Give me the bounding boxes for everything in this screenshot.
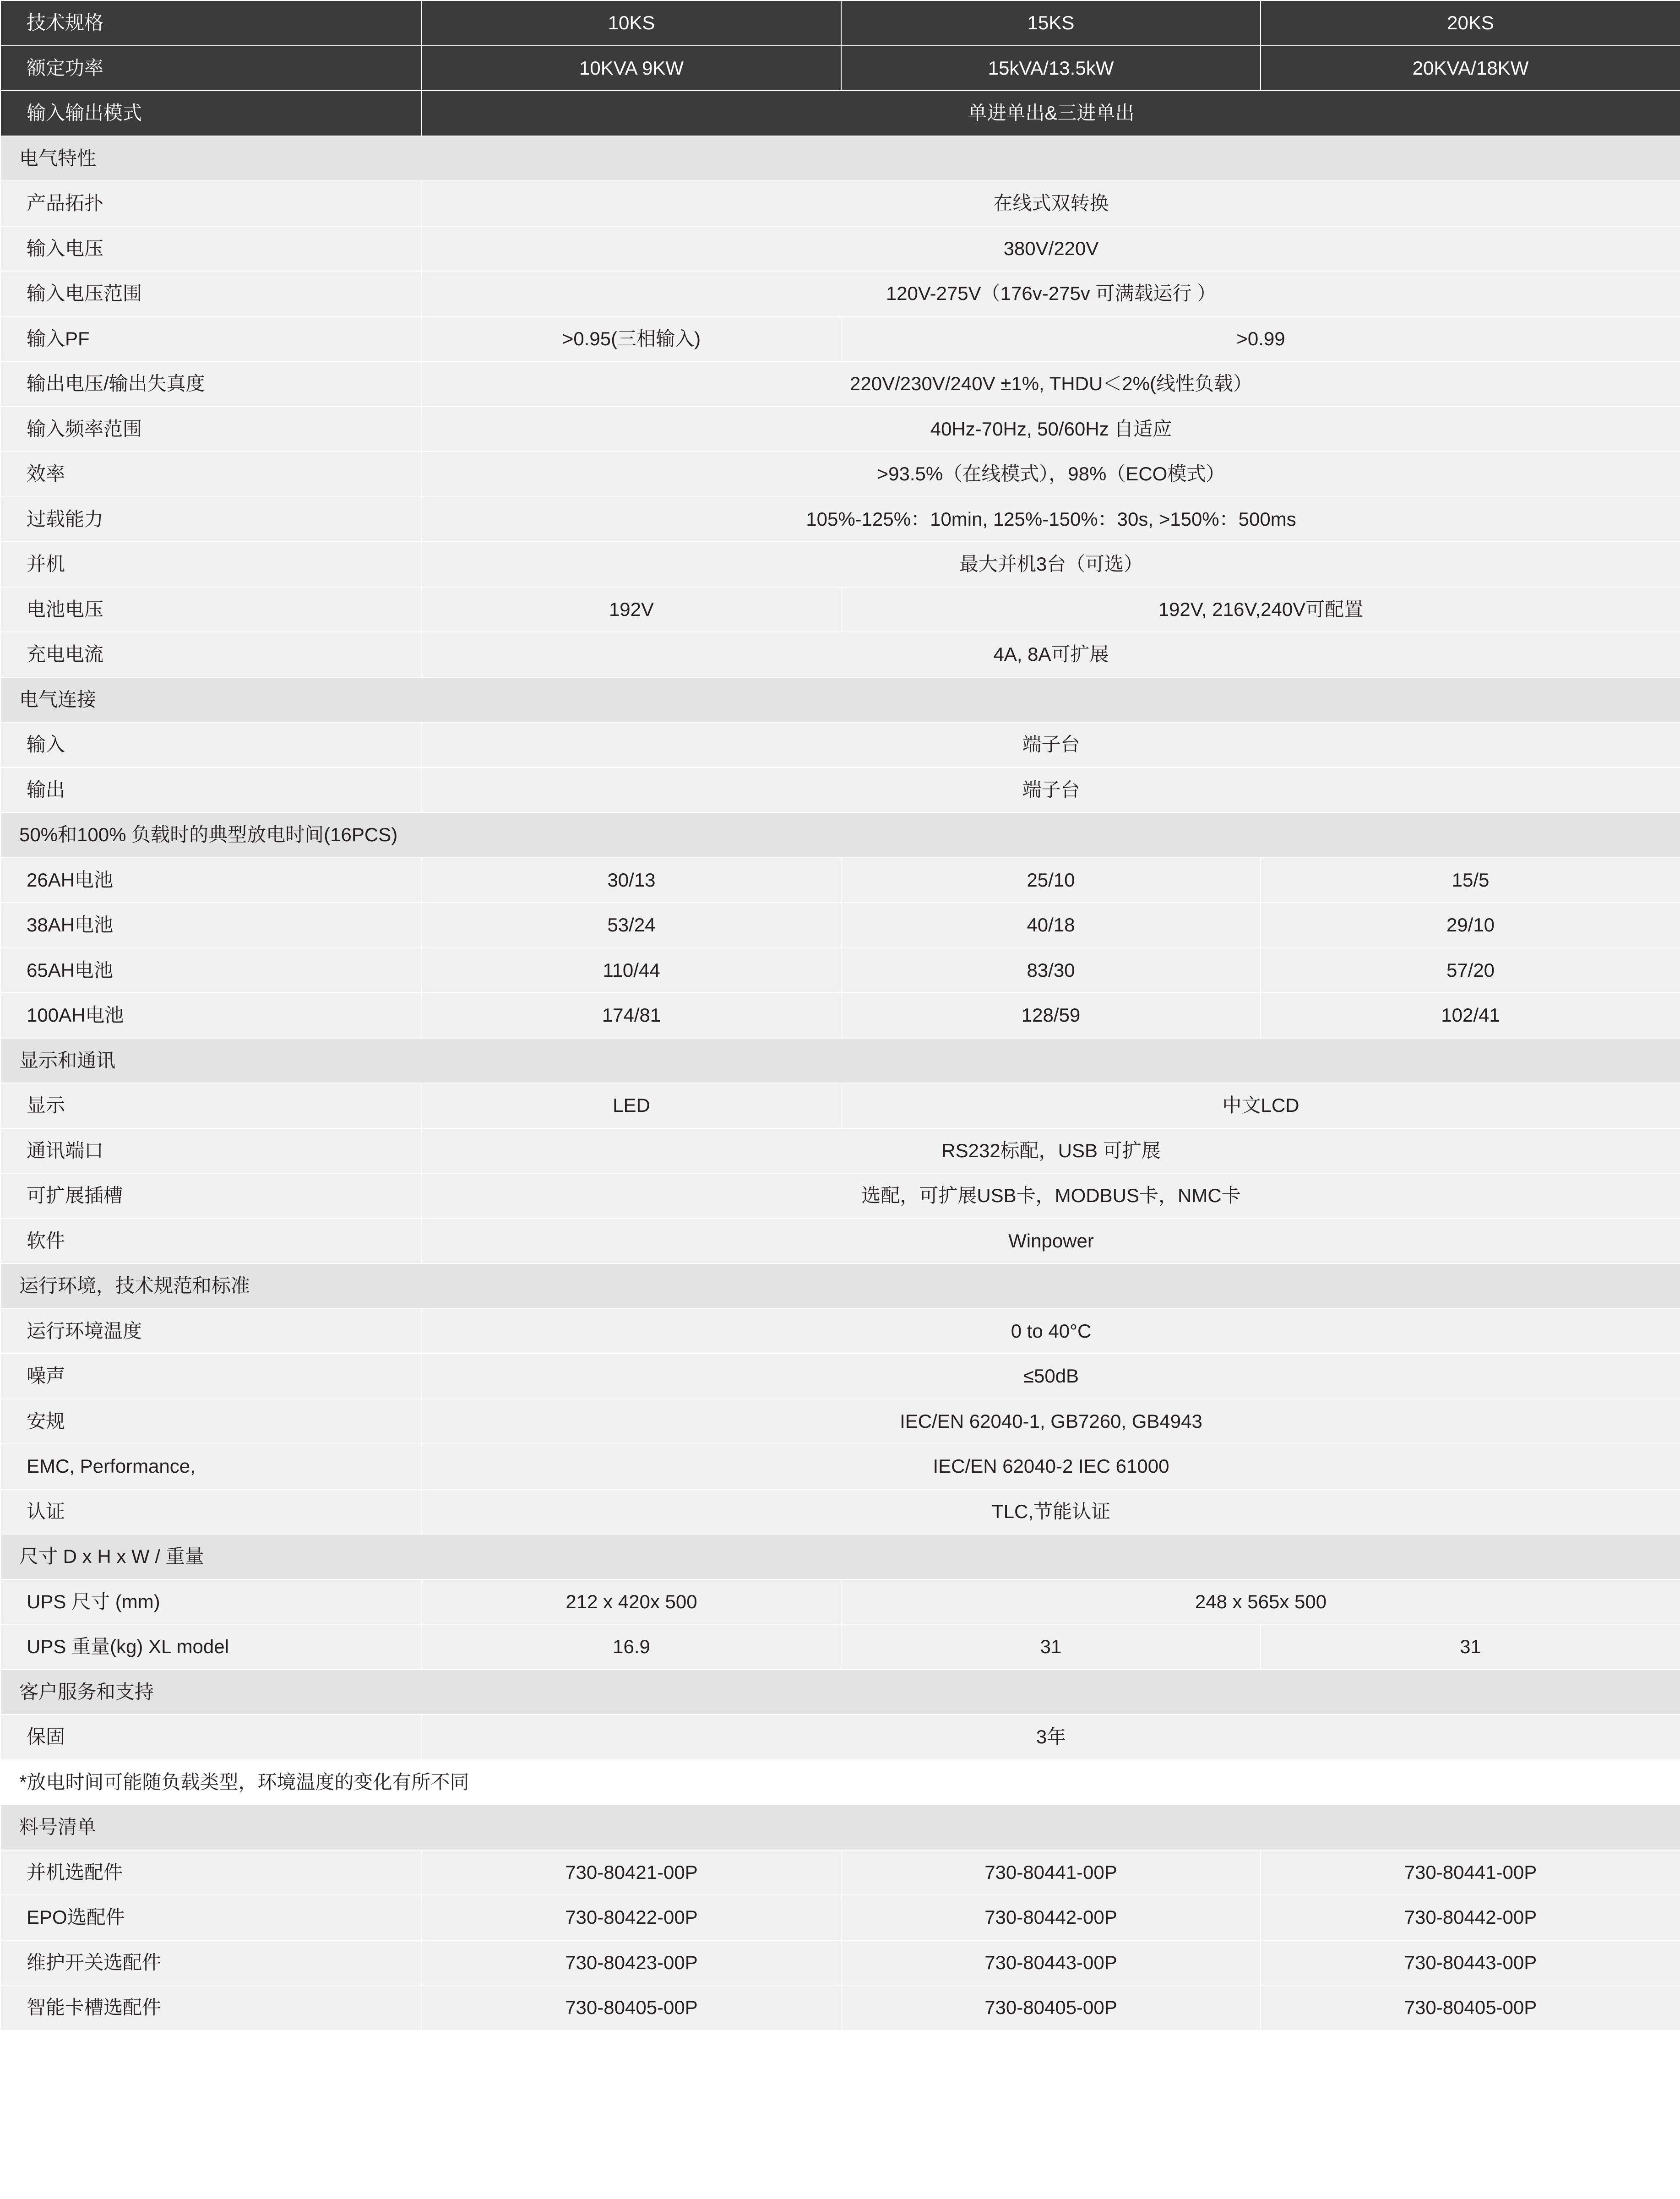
table-row xyxy=(0,542,1680,587)
row-label: 输入PF xyxy=(0,316,422,362)
section-heading: 尺寸 D x H x W / 重量 xyxy=(0,1534,1680,1579)
row-label: 输入电压 xyxy=(0,226,422,272)
row-value: 128/59 xyxy=(841,993,1261,1038)
row-value: 20KVA/18KW xyxy=(1261,46,1680,91)
row-value: 730-80405-00P xyxy=(1261,1985,1680,2030)
row-value: 3年 xyxy=(422,1715,1680,1760)
row-label: 额定功率 xyxy=(0,46,422,91)
table-row xyxy=(0,1173,1680,1219)
row-label: 26AH电池 xyxy=(0,858,422,903)
row-value: 730-80442-00P xyxy=(1261,1895,1680,1940)
row-label: 输入 xyxy=(0,722,422,767)
row-value: 29/10 xyxy=(1261,903,1680,948)
row-value: 730-80422-00P xyxy=(422,1895,841,1940)
section-heading: 电气连接 xyxy=(0,677,1680,723)
row-value: 0 to 40°C xyxy=(422,1309,1680,1354)
row-value: RS232标配，USB 可扩展 xyxy=(422,1128,1680,1174)
row-value: 单进单出&三进单出 xyxy=(422,91,1680,136)
table-row xyxy=(0,91,1680,136)
row-value: 40Hz-70Hz, 50/60Hz 自适应 xyxy=(422,407,1680,452)
row-value: 25/10 xyxy=(841,858,1261,903)
row-label: 效率 xyxy=(0,452,422,497)
row-label: 保固 xyxy=(0,1715,422,1760)
row-label: 并机 xyxy=(0,542,422,587)
row-label: 智能卡槽选配件 xyxy=(0,1985,422,2030)
row-value: >0.95(三相输入) xyxy=(422,316,841,362)
table-row xyxy=(0,722,1680,767)
row-label: EPO选配件 xyxy=(0,1895,422,1940)
table-row xyxy=(0,407,1680,452)
row-label: 并机选配件 xyxy=(0,1850,422,1895)
row-value: IEC/EN 62040-1, GB7260, GB4943 xyxy=(422,1399,1680,1444)
table-row xyxy=(0,587,1680,632)
table-row xyxy=(0,1219,1680,1264)
row-value: 220V/230V/240V ±1%, THDU＜2%(线性负载） xyxy=(422,361,1680,407)
table-row xyxy=(0,1985,1680,2030)
row-label: UPS 尺寸 (mm) xyxy=(0,1579,422,1625)
row-value: 102/41 xyxy=(1261,993,1680,1038)
table-row xyxy=(0,136,1680,181)
row-value: 730-80443-00P xyxy=(1261,1940,1680,1986)
row-value: 15KS xyxy=(841,0,1261,46)
row-label: 38AH电池 xyxy=(0,903,422,948)
row-value: 31 xyxy=(1261,1624,1680,1670)
table-row xyxy=(0,903,1680,948)
table-row xyxy=(0,226,1680,272)
table-row xyxy=(0,1579,1680,1625)
row-value: 选配，可扩展USB卡，MODBUS卡，NMC卡 xyxy=(422,1173,1680,1219)
row-value: 53/24 xyxy=(422,903,841,948)
table-row xyxy=(0,993,1680,1038)
row-label: 65AH电池 xyxy=(0,948,422,993)
row-value: 4A, 8A可扩展 xyxy=(422,632,1680,677)
row-value: 端子台 xyxy=(422,767,1680,813)
row-value: 192V xyxy=(422,587,841,632)
table-row xyxy=(0,767,1680,813)
row-value: 248 x 565x 500 xyxy=(841,1579,1680,1625)
row-label: 噪声 xyxy=(0,1354,422,1399)
row-value: >93.5%（在线模式），98%（ECO模式） xyxy=(422,452,1680,497)
row-value: 最大并机3台（可选） xyxy=(422,542,1680,587)
row-value: 端子台 xyxy=(422,722,1680,767)
table-row xyxy=(0,271,1680,316)
row-value: 212 x 420x 500 xyxy=(422,1579,841,1625)
row-value: 20KS xyxy=(1261,0,1680,46)
table-row xyxy=(0,0,1680,46)
row-value: 730-80421-00P xyxy=(422,1850,841,1895)
row-label: 技术规格 xyxy=(0,0,422,46)
table-row xyxy=(0,361,1680,407)
footnote: *放电时间可能随负载类型，环境温度的变化有所不同 xyxy=(0,1760,1680,1805)
row-value: 730-80441-00P xyxy=(841,1850,1261,1895)
row-value: 730-80405-00P xyxy=(422,1985,841,2030)
row-label: 输入输出模式 xyxy=(0,91,422,136)
row-label: 电池电压 xyxy=(0,587,422,632)
table-row xyxy=(0,452,1680,497)
row-value: 110/44 xyxy=(422,948,841,993)
row-value: 中文LCD xyxy=(841,1083,1680,1128)
row-value: LED xyxy=(422,1083,841,1128)
table-row xyxy=(0,316,1680,362)
table-row xyxy=(0,1850,1680,1895)
table-row xyxy=(0,497,1680,542)
row-label: 输入电压范围 xyxy=(0,271,422,316)
row-label: 充电电流 xyxy=(0,632,422,677)
row-label: 100AH电池 xyxy=(0,993,422,1038)
table-row xyxy=(0,181,1680,226)
row-value: IEC/EN 62040-2 IEC 61000 xyxy=(422,1444,1680,1489)
row-label: 维护开关选配件 xyxy=(0,1940,422,1986)
row-value: 730-80423-00P xyxy=(422,1940,841,1986)
table-row xyxy=(0,812,1680,858)
row-value: 192V, 216V,240V可配置 xyxy=(841,587,1680,632)
table-row xyxy=(0,677,1680,723)
row-value: 174/81 xyxy=(422,993,841,1038)
row-value: 10KVA 9KW xyxy=(422,46,841,91)
section-heading: 显示和通讯 xyxy=(0,1038,1680,1083)
section-heading: 客户服务和支持 xyxy=(0,1670,1680,1715)
table-row xyxy=(0,1489,1680,1535)
row-label: 输出 xyxy=(0,767,422,813)
row-label: 过载能力 xyxy=(0,497,422,542)
row-label: 安规 xyxy=(0,1399,422,1444)
row-value: 380V/220V xyxy=(422,226,1680,272)
table-row xyxy=(0,858,1680,903)
row-value: 30/13 xyxy=(422,858,841,903)
table-row xyxy=(0,1670,1680,1715)
row-label: 产品拓扑 xyxy=(0,181,422,226)
section-heading: 料号清单 xyxy=(0,1805,1680,1850)
row-label: 认证 xyxy=(0,1489,422,1535)
row-value: ≤50dB xyxy=(422,1354,1680,1399)
row-value: Winpower xyxy=(422,1219,1680,1264)
row-value: 105%-125%：10min, 125%-150%：30s, >150%：500ms xyxy=(422,497,1680,542)
table-row xyxy=(0,1083,1680,1128)
row-value: 730-80443-00P xyxy=(841,1940,1261,1986)
table-row xyxy=(0,1715,1680,1760)
row-value: 16.9 xyxy=(422,1624,841,1670)
table-row xyxy=(0,1038,1680,1083)
table-row xyxy=(0,1624,1680,1670)
table-row xyxy=(0,1760,1680,1805)
row-label: 输出电压/输出失真度 xyxy=(0,361,422,407)
row-value: 730-80405-00P xyxy=(841,1985,1261,2030)
row-value: 120V-275V（176v-275v 可满载运行 ） xyxy=(422,271,1680,316)
table-row xyxy=(0,1263,1680,1309)
row-value: 15kVA/13.5kW xyxy=(841,46,1261,91)
row-value: 730-80442-00P xyxy=(841,1895,1261,1940)
row-label: UPS 重量(kg) XL model xyxy=(0,1624,422,1670)
table-row xyxy=(0,1895,1680,1940)
row-value: 在线式双转换 xyxy=(422,181,1680,226)
table-row xyxy=(0,1805,1680,1850)
row-label: 可扩展插槽 xyxy=(0,1173,422,1219)
row-value: 57/20 xyxy=(1261,948,1680,993)
row-value: 15/5 xyxy=(1261,858,1680,903)
table-row xyxy=(0,1444,1680,1489)
table-row xyxy=(0,1309,1680,1354)
table-row xyxy=(0,1534,1680,1579)
row-label: 输入频率范围 xyxy=(0,407,422,452)
row-label: 运行环境温度 xyxy=(0,1309,422,1354)
table-row xyxy=(0,1940,1680,1986)
table-row xyxy=(0,1128,1680,1174)
section-heading: 50%和100% 负载时的典型放电时间(16PCS) xyxy=(0,812,1680,858)
table-row xyxy=(0,948,1680,993)
row-value: 83/30 xyxy=(841,948,1261,993)
row-value: 40/18 xyxy=(841,903,1261,948)
row-label: 通讯端口 xyxy=(0,1128,422,1174)
table-row xyxy=(0,632,1680,677)
row-label: 显示 xyxy=(0,1083,422,1128)
row-value: TLC,节能认证 xyxy=(422,1489,1680,1535)
table-row xyxy=(0,1354,1680,1399)
table-row xyxy=(0,1399,1680,1444)
section-heading: 运行环境，技术规范和标准 xyxy=(0,1263,1680,1309)
row-value: >0.99 xyxy=(841,316,1680,362)
row-label: EMC, Performance, xyxy=(0,1444,422,1489)
row-value: 10KS xyxy=(422,0,841,46)
row-value: 31 xyxy=(841,1624,1261,1670)
section-heading: 电气特性 xyxy=(0,136,1680,181)
table-row xyxy=(0,46,1680,91)
row-value: 730-80441-00P xyxy=(1261,1850,1680,1895)
row-label: 软件 xyxy=(0,1219,422,1264)
